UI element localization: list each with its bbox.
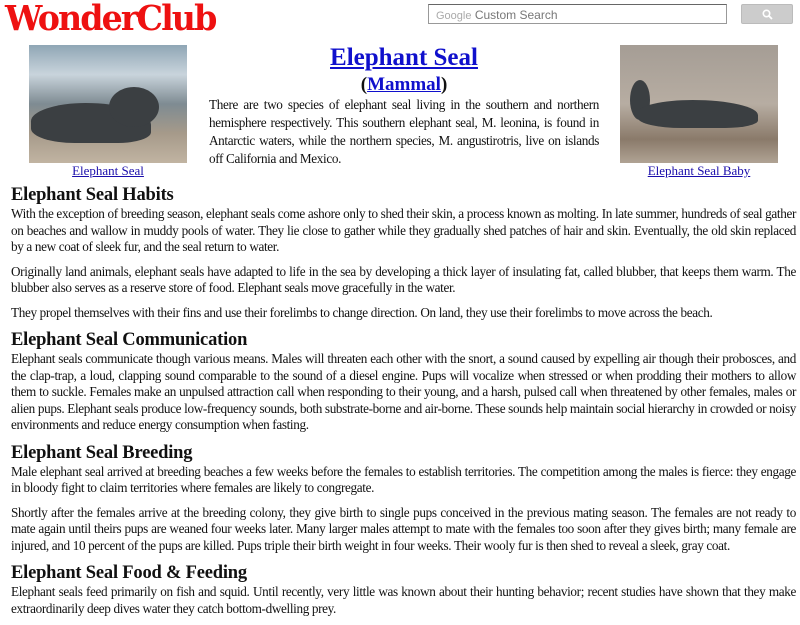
search-placeholder: Custom Search	[474, 8, 558, 22]
section-heading: Elephant Seal Food & Feeding	[11, 563, 247, 583]
elephant-seal-baby-caption-link[interactable]: Elephant Seal Baby	[647, 163, 751, 178]
elephant-seal-baby-image[interactable]	[620, 45, 778, 163]
site-logo[interactable]: WonderClub	[5, 0, 216, 39]
paragraph: They propel themselves with their fins and use their forelimbs to change direction. On land, they use their forelimbs to move across the beach.	[11, 304, 713, 320]
section-heading: Elephant Seal Habits	[11, 185, 174, 205]
search-button[interactable]	[741, 4, 793, 24]
page-title-link[interactable]: Elephant Seal	[330, 44, 478, 71]
search-brand: Google	[436, 10, 472, 22]
paragraph: Shortly after the females arrive at the breeding colony, they give birth to single pups conceived in the previous mating season. The females are not ready to mate again until theirs pups are weaned four weeks later. Many larger males attempt to mate with the females too soon after they gives birth; many female are injured, and 10 percent of the pups are killed. Pups triple their birth weight in four weeks. Their wooly fur is then shed to reveal a sleek, gray coat.	[11, 504, 796, 553]
article-body	[11, 184, 796, 625]
section-heading: Elephant Seal Breeding	[11, 442, 193, 463]
intro-paragraph: There are two species of elephant seal living in the southern and northern hemisphere respectively. This southern elephant seal, M. leonina, is found in Antarctic waters, while the northern species, M. angustirotris, live on islands off California and Mexico.	[209, 97, 599, 166]
mammal-link[interactable]: Mammal	[367, 74, 441, 95]
section-heading: Elephant Seal Communication	[11, 330, 248, 350]
paren-close: )	[440, 74, 448, 95]
paragraph: Elephant seals communicate though various means. Males will threaten each other with the snort, a sound caused by expelling air though their probosces, and the clap-trap, a loud, clapping sound comparable to the sound of a diesel engine. Pups will vocalize when stressed or when prodding their mothers to allow them to suckle. Females make an unpulsed attraction call when responding to their young, and a harsh, pulsed call when threatened by other females, males or alien pups. Elephant seals produce low-frequency sounds, both substrate-borne and air-borne. These sounds help maintain social hierarchy in crowded or noisy environments and reduce energy consumption when fasting.	[11, 351, 796, 432]
paragraph: With the exception of breeding season, elephant seals come ashore only to shed their skin, a process known as molting. In late summer, hundreds of seal gather on beaches and wallow in muddy pools of water. They lie close to gather while they gradually shed patches of hair and skin. Eventually, the old skin replaced by a new coat of sleek fur, and the seal return to water.	[11, 206, 796, 254]
paragraph: Male elephant seal arrived at breeding beaches a few weeks before the females to establish territories. The competition among the males is fierce: they engage in bloody fight to claim territories where females are likely to congregate.	[11, 463, 796, 495]
search-input[interactable]	[428, 4, 727, 24]
classification	[200, 74, 608, 96]
elephant-seal-caption-link[interactable]: Elephant Seal	[72, 163, 144, 178]
elephant-seal-image[interactable]	[29, 45, 187, 163]
paren-open: (	[360, 74, 368, 95]
search-icon	[762, 9, 773, 20]
paragraph: Originally land animals, elephant seals have adapted to life in the sea by developing a thick layer of insulating fat, called blubber, that keeps them warm. The blubber also serves as a reserve store of food. Elephant seals move gracefully in the water.	[11, 263, 796, 295]
paragraph: Elephant seals feed primarily on fish and squid. Until recently, very little was known about their hunting behavior; recent studies have shown that they make extraordinarily deep dives water they catch bottom-dwelling prey.	[11, 584, 796, 616]
